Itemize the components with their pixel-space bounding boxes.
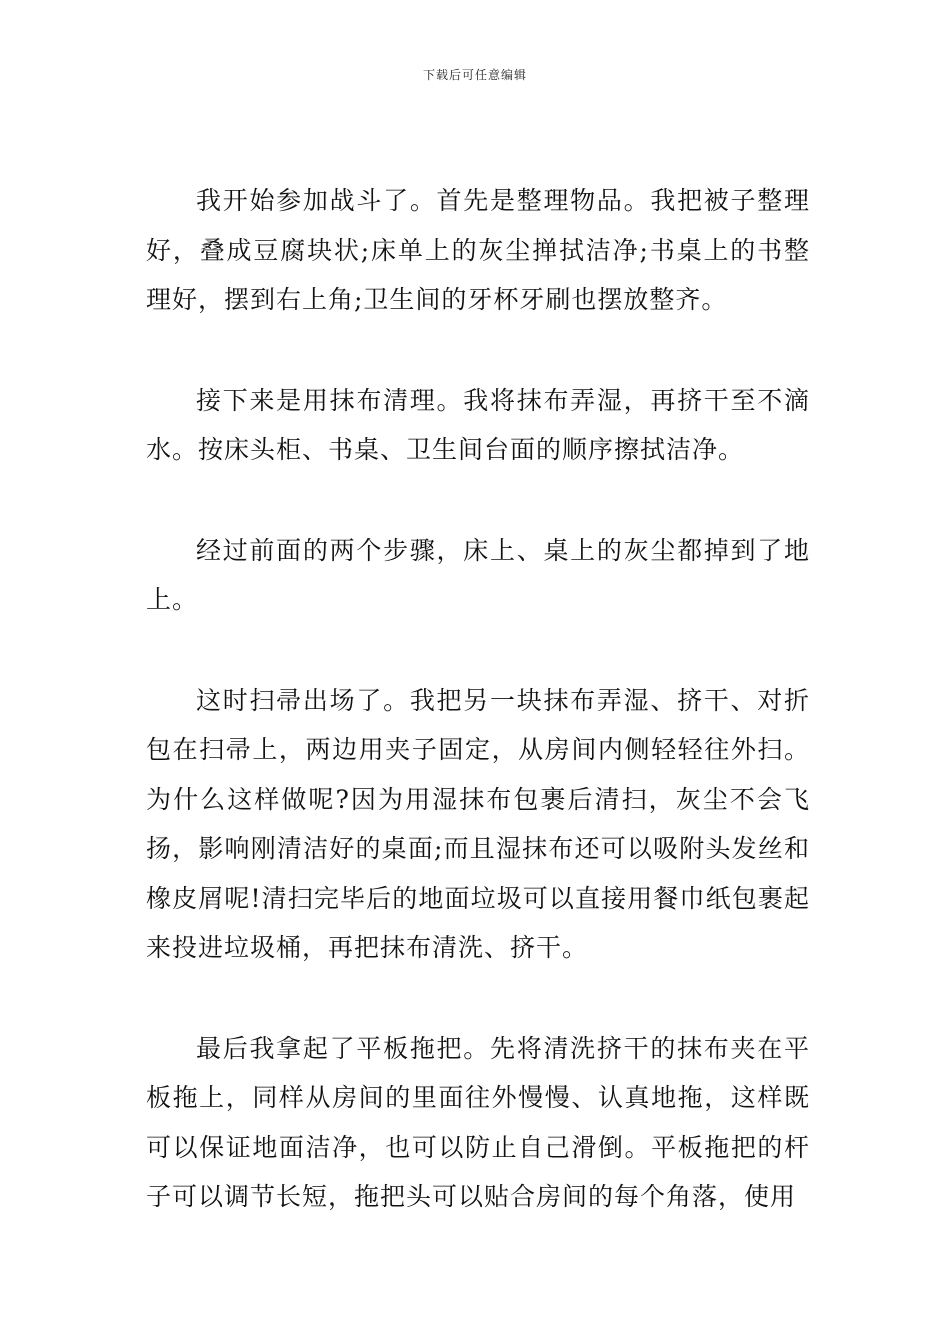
paragraph-2: 接下来是用抹布清理。我将抹布弄湿，再挤干至不滴水。按床头柜、书桌、卫生间台面的顺序擦拭洁净。	[146, 385, 810, 464]
page-header: 下载后可任意编辑	[422, 68, 527, 82]
paragraph-4: 这时扫帚出场了。我把另一块抹布弄湿、挤干、对折包在扫帚上，两边用夹子固定，从房间内侧轻轻往外扫。为什么这样做呢?因为用湿抹布包裹后清扫，灰尘不会飞扬，影响刚清洁好的桌面;而且湿抹布还可以吸附头发丝和橡皮屑呢!清扫完毕后的地面垃圾可以直接用餐巾纸包裹起来投进垃圾桶，再把抹布清洗、挤干。	[146, 685, 810, 962]
paragraph-3: 经过前面的两个步骤，床上、桌上的灰尘都掉到了地上。	[146, 535, 810, 614]
paragraph-5: 最后我拿起了平板拖把。先将清洗挤干的抹布夹在平板拖上，同样从房间的里面往外慢慢、认真地拖，这样既可以保证地面洁净，也可以防止自己滑倒。平板拖把的杆子可以调节长短，拖把头可以贴合房间的每个角落，使用	[146, 1033, 810, 1211]
paragraph-1: 我开始参加战斗了。首先是整理物品。我把被子整理好，叠成豆腐块状;床单上的灰尘掸拭洁净;书桌上的书整理好，摆到右上角;卫生间的牙杯牙刷也摆放整齐。	[146, 186, 810, 314]
document-body	[146, 176, 810, 1273]
